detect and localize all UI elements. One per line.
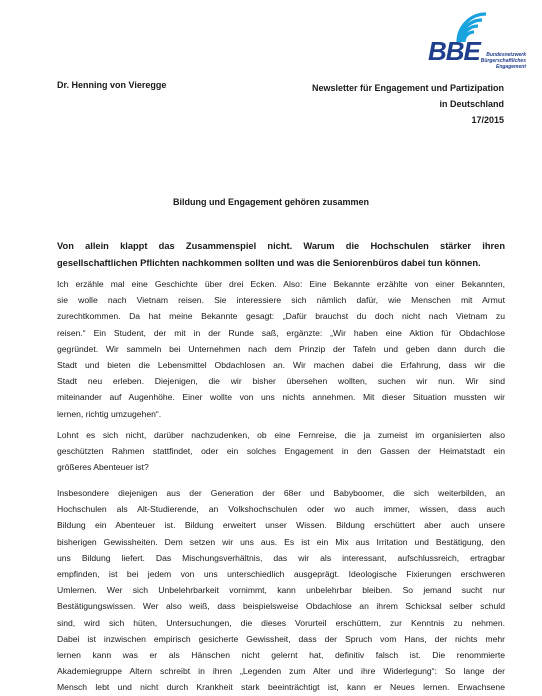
text-line: uns Bildung liefert. Das Mischungsverhältnis, das wir als interessant, aufschlussreich, ertragbar xyxy=(57,552,505,563)
paragraph-1 xyxy=(57,276,505,422)
logo-subline-3: Engagement xyxy=(495,64,526,70)
text-line: bisherigen Gewissheiten. Dem setzen wir uns aus. Es ist ein Mix aus Irritation und Bestätigung, den xyxy=(57,536,505,547)
text-line: sind, wird sich hüten, Untersuchungen, die dieses Vorurteil erschüttern, zur Kenntnis zu nehmen. xyxy=(57,617,505,628)
text-line: sie wolle nach Vietnam reisen. Sie interessiere sich nämlich dafür, wie Menschen mit Armut xyxy=(57,295,505,306)
text-line: Dabei ist inzwischen empirisch gesicherte Gewissheit, dass der Spruch vom Hans, der nichts mehr xyxy=(57,633,505,644)
text-line: zurechtkommen. Da hat meine Bekannte gesagt: „Dafür brauchst du doch nicht nach Vietnam zu xyxy=(57,311,505,322)
newsletter-info xyxy=(274,80,504,128)
issue-number: 17/2015 xyxy=(471,115,504,125)
paragraph-2 xyxy=(57,427,505,476)
text-line: lernen, richtig umzugehen“. xyxy=(57,408,162,419)
text-line: reisen.“ Ein Student, der mit in der Runde saß, ergänzte: „Wir haben eine Aktion für Obdachlose xyxy=(57,327,505,338)
article-title: Bildung und Engagement gehören zusammen xyxy=(172,197,369,207)
article-lead xyxy=(57,238,505,272)
text-line: Umlernen. Wer sich Unbelehrbarkeit vornimmt, kann unbelehrbar bleiben. So jemand sucht nur xyxy=(57,585,505,596)
newsletter-title-line-2: in Deutschland xyxy=(439,99,504,109)
bbe-logo xyxy=(428,12,528,72)
logo-subline-2: Bürgerschaftliches xyxy=(480,58,526,64)
newsletter-title-line-1: Newsletter für Engagement und Partizipation xyxy=(311,83,504,93)
lead-line: Von allein klappt das Zusammenspiel nicht. Warum die Hochschulen stärker ihren xyxy=(57,241,505,251)
text-line: Mensch lebt und nicht durch Krankheit stark beeinträchtigt ist, kann er Neues lernen. Erwachsene xyxy=(57,682,505,693)
lead-line: gesellschaftlichen Pflichten nachkommen sollten und was die Seniorenbüros dabei tun können. xyxy=(57,258,481,268)
text-line: Ich erzähle mal eine Geschichte über drei Ecken. Also: Eine Bekannte erzählte von einer Bekannten, xyxy=(57,279,505,289)
text-line: empfinden, ist bei jedem von uns unterschiedlich ausgeprägt. Ideologische Fixierungen erschweren xyxy=(57,569,505,580)
text-line: miteinander auf Augenhöhe. Einer wollte von uns nichts annehmen. Mit dieser Situation mussten wir xyxy=(57,392,505,403)
text-line: größeres Abenteuer ist? xyxy=(57,462,149,473)
text-line: Hochschulen als Alt-Studierende, an Volkshochschulen oder wo auch immer, wissen, dass auch xyxy=(57,504,505,515)
text-line: Insbesondere diejenigen aus der Generation der 68er und Babyboomer, die sich weiterbilden, an xyxy=(57,488,505,498)
text-line: Bestätigungswissen. Wer also weiß, dass beispielsweise Obdachlose an ihrem Schicksal selber schuld xyxy=(57,601,505,612)
text-line: gegründet. Wir sammeln bei Unternehmen nach dem Prinzip der Tafeln und geben dann durch die xyxy=(57,343,505,354)
logo-subline-1: Bundesnetzwerk xyxy=(486,52,526,58)
text-line: lernen kann was er als Hänschen nicht gelernt hat, definitiv falsch ist. Die renommierte xyxy=(57,650,505,661)
text-line: Stadt neu erleben. Diejenigen, die wir bisher übersehen wollten, suchen wir nun. Wir sind xyxy=(57,376,505,387)
text-line: Lohnt es sich nicht, darüber nachzudenken, ob eine Fernreise, die ja zumeist im organisierten also xyxy=(57,430,505,440)
text-line: geschützten Rahmen stattfindet, oder ein solches Engagement in den Gassen der Heimatstadt ein xyxy=(57,446,505,457)
logo-mark: BBE xyxy=(428,36,480,66)
text-line: Bildung ein Abenteuer ist. Bildung erweitert unser Wissen. Bildung erschüttert aber auch unsere xyxy=(57,520,505,531)
text-line: Akademiegruppe Altern schreibt in ihren „Legenden zum Alter und ihre Widerlegung“: So lange der xyxy=(57,666,505,677)
paragraph-3 xyxy=(57,485,505,696)
text-line: Stadt und bieten die Lebensmittel Obdachlosen an. Wir machen dabei die Erfahrung, dass wir die xyxy=(57,360,505,371)
author-name: Dr. Henning von Vieregge xyxy=(57,80,167,90)
